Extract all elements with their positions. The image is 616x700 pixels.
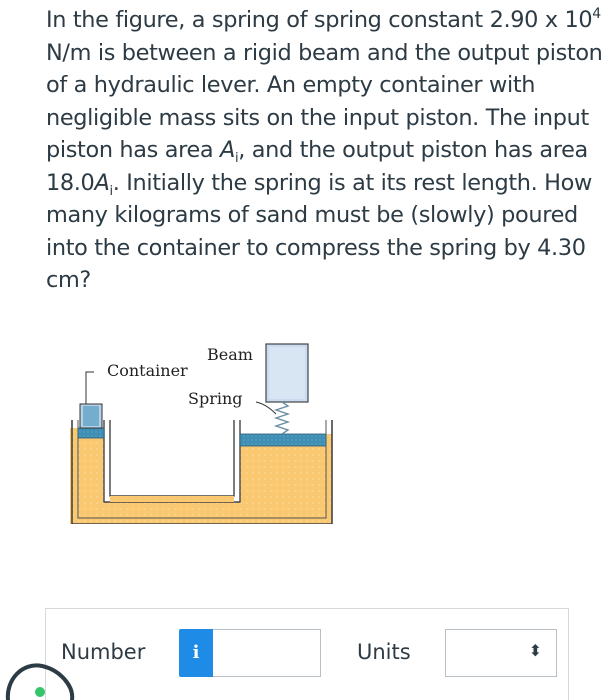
help-widget[interactable] (0, 650, 80, 700)
problem-line-5: piston has area $A_i$, and the output piston has area (46, 137, 588, 166)
problem-line-8: into the container to compress the spring by 4.30 (46, 234, 586, 261)
container-leader-line (86, 372, 94, 404)
output-piston (240, 434, 326, 446)
units-select[interactable] (445, 629, 557, 677)
problem-statement (46, 4, 603, 297)
answer-row (45, 608, 569, 700)
spring-leader-line (256, 402, 276, 414)
spring-label: Spring (188, 389, 243, 408)
units-label: Units (357, 640, 411, 664)
problem-line-1: In the figure, a spring of spring constant 2.90 x $10^4$ (46, 6, 601, 33)
chevron-updown-icon: ⬍ (528, 641, 542, 660)
problem-line-2: N/m is between a rigid beam and the output piston (46, 39, 603, 66)
vessel-divider (104, 420, 240, 502)
problem-line-7: many kilograms of sand must be (slowly) poured (46, 202, 578, 228)
help-widget-icon (0, 650, 80, 700)
hydraulic-lever-figure (70, 338, 340, 524)
number-label: Number (61, 640, 146, 664)
problem-line-9: cm? (46, 267, 91, 293)
hydraulic-lever-diagram (70, 338, 340, 524)
problem-line-3: of a hydraulic lever. An empty container with (46, 72, 536, 98)
beam-label: Beam (207, 345, 253, 364)
input-piston (78, 428, 104, 438)
container-label: Container (107, 361, 188, 380)
problem-line-4: negligible mass sits on the input piston. The input (46, 104, 589, 131)
problem-line-6: $18.0A_i$. Initially the spring is at its rest length. How (46, 169, 592, 199)
info-icon[interactable]: i (179, 629, 213, 677)
spring (276, 402, 288, 434)
number-input[interactable] (213, 629, 321, 677)
